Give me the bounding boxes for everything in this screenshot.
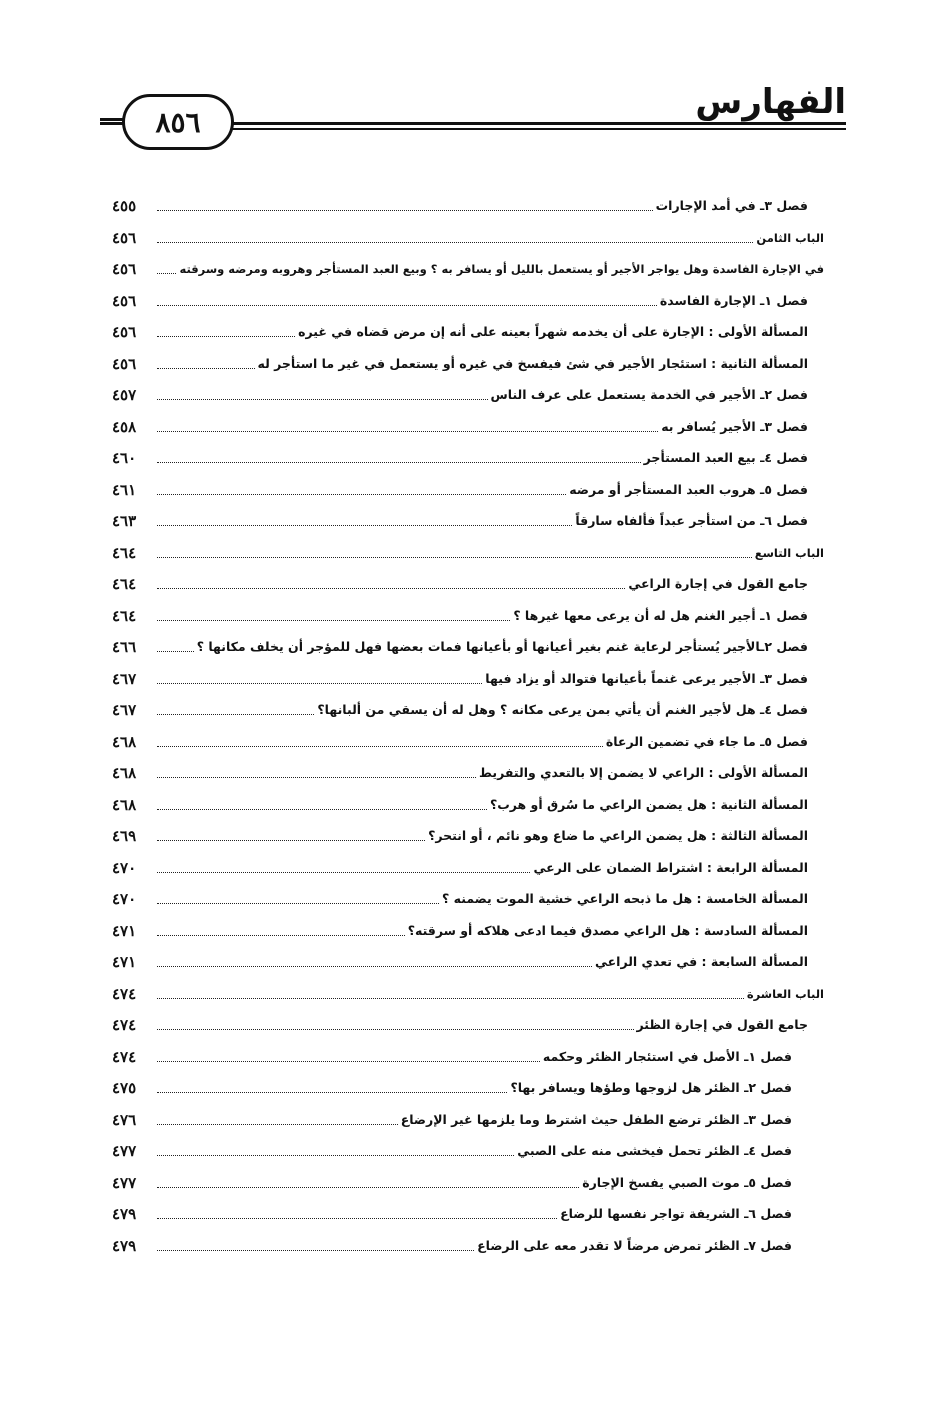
toc-entry (112, 721, 808, 751)
page-number: ٨٥٦ (155, 105, 201, 139)
toc-page-number: ٤٧١ (112, 953, 137, 971)
toc-entry (112, 815, 808, 845)
toc-entry-title: المسألة السادسة : هل الراعي مصدق فيما ادعى هلاكه أو سرقته؟ (407, 922, 808, 938)
dot-leader (157, 524, 572, 526)
dot-leader (157, 682, 482, 684)
toc-entry-title: الباب التاسع (754, 545, 824, 560)
toc-entry-title: فصل ٤ـ الظئر تحمل فيخشى منه على الصبي (517, 1143, 792, 1158)
toc-page-number: ٤٧٠ (112, 890, 137, 908)
toc-page-number: ٤٦٧ (112, 669, 137, 688)
toc-page-number: ٤٧٦ (112, 1110, 137, 1129)
toc-entry (112, 469, 808, 499)
toc-entry-title: جامع القول في إجارة الراعي (628, 576, 808, 591)
dot-leader (157, 1186, 579, 1188)
toc-entry (112, 658, 808, 688)
dot-leader (157, 1249, 474, 1251)
dot-leader (157, 808, 487, 810)
toc-entry (112, 406, 808, 436)
toc-entry-title: المسألة السابعة : في تعدي الراعي (594, 954, 808, 969)
dot-leader (157, 430, 658, 432)
toc-entry-title: فصل ١ـ الإجارة الفاسدة (659, 292, 808, 308)
toc-page-number: ٤٧٤ (112, 1016, 137, 1034)
toc-page-number: ٤٦٤ (112, 575, 137, 593)
dot-leader (157, 965, 592, 967)
toc-entry (112, 343, 808, 373)
toc-page-number: ٤٦٨ (112, 795, 137, 814)
running-title: الفهارس (685, 82, 846, 122)
toc-page-number: ٤٦٧ (112, 701, 137, 719)
toc-entry (112, 1162, 792, 1192)
toc-page-number: ٤٥٦ (112, 291, 137, 310)
toc-page-number: ٤٦٩ (112, 827, 137, 845)
dot-leader (157, 1154, 514, 1156)
toc-entry (112, 941, 808, 971)
toc-entry (112, 1225, 792, 1255)
toc-entry-title: فصل ٣ـ الظئر ترضع الطفل حيث اشترط وما يلزمها غير الإرضاع (400, 1111, 792, 1127)
toc-entry (112, 626, 808, 656)
toc-entry (112, 910, 808, 940)
toc-entry-title: فصل ٤ـ هل لأجير الغنم أن يأتي بمن يرعى مكانه ؟ وهل له أن يسقي من ألبانها؟ (317, 702, 808, 717)
toc-page-number: ٤٦١ (112, 480, 137, 499)
dot-leader (157, 461, 641, 463)
toc-entry (112, 1193, 792, 1223)
toc-page-number: ٤٥٦ (112, 228, 137, 247)
dot-leader (157, 1060, 540, 1062)
toc-entry-title: المسألة الرابعة : اشتراط الضمان على الرعي (533, 859, 808, 875)
toc-page-number: ٤٦٤ (112, 543, 137, 562)
toc-entry-title: فصل ٢ـ الأجير في الخدمة يستعمل على عرف الناس (490, 387, 808, 402)
toc-entry (112, 374, 808, 404)
toc-page-number: ٤٧٧ (112, 1173, 137, 1192)
toc-entry-title: فصل ٦ـ من استأجر عبداً فألفاه سارقاً (575, 513, 808, 528)
dot-leader (157, 241, 753, 243)
toc-entry-title: الباب العاشرة (746, 986, 824, 1001)
toc-page-number: ٤٧٧ (112, 1142, 137, 1160)
dot-leader (157, 1217, 557, 1219)
toc-entry-title: فصل ١ـ أجير الغنم هل له أن يرعى معها غيرها ؟ (513, 607, 808, 623)
toc-entry-title: الباب الثامن (756, 230, 824, 245)
page-header (100, 82, 846, 148)
toc-page-number: ٤٧٠ (112, 858, 137, 877)
toc-page-number: ٤٦٨ (112, 732, 137, 751)
toc-page-number: ٤٦٨ (112, 764, 137, 782)
toc-entry-title: فصل ٦ـ الشريفة تواجر نفسها للرضاع (560, 1206, 792, 1221)
dot-leader (157, 650, 194, 652)
toc-page-number: ٤٦٠ (112, 449, 137, 467)
toc-entry-title: في الإجارة الفاسدة وهل يواجر الأجير أو يستعمل بالليل أو يسافر به ؟ وبيع العبد المستأجر وهروبه ومرضه وسرقته (179, 262, 824, 276)
toc-entry-title: فصل ٢ـالأجير يُستأجر لرعاية غنم بغير أعيانها أو بأعيانها فمات بعضها فهل للمؤجر أن يخلف مكانها ؟ (196, 639, 808, 654)
toc-entry-title: فصل ٧ـ الظئر تمرض مرضاً لا تقدر معه على الرضاع (477, 1237, 792, 1253)
dot-leader (157, 587, 625, 589)
toc-entry-title: المسألة الأولى : الإجارة على أن يخدمه شهراً بعينه على أنه إن مرض قضاه في غيره (298, 324, 808, 339)
toc-entry (112, 784, 808, 814)
dot-leader (157, 934, 405, 936)
dot-leader (157, 619, 510, 621)
toc-page-number: ٤٧٩ (112, 1205, 137, 1223)
toc-entry (112, 1067, 792, 1097)
toc-page-number: ٤٦٣ (112, 512, 137, 530)
toc-page-number: ٤٥٦ (112, 323, 137, 341)
badge-tail (100, 118, 124, 121)
toc-entry-title: جامع القول في إجارة الظئر (636, 1017, 808, 1032)
toc-page-number: ٤٥٦ (112, 260, 137, 278)
toc-page-number: ٤٥٦ (112, 354, 137, 373)
toc-entry (112, 1099, 792, 1129)
toc-page-number: ٤٥٧ (112, 386, 137, 404)
toc-entry-title: فصل ٢ـ الظئر هل لزوجها وطؤها ويسافر بها؟ (510, 1080, 792, 1095)
dot-leader (157, 209, 653, 211)
toc-entry (112, 1004, 808, 1034)
dot-leader (157, 776, 476, 778)
toc-entry-title: فصل ٤ـ بيع العبد المستأجر (643, 450, 808, 465)
dot-leader (157, 871, 530, 873)
dot-leader (157, 398, 488, 400)
toc-page-number: ٤٥٥ (112, 197, 137, 215)
toc-page-number: ٤٧٤ (112, 1047, 137, 1066)
toc-entry-title: المسألة الثالثة : هل يضمن الراعي ما ضاع وهو نائم ، أو انتحر؟ (428, 828, 808, 843)
dot-leader (157, 745, 603, 747)
toc-page-number: ٤٧٩ (112, 1236, 137, 1255)
dot-leader (157, 1091, 507, 1093)
toc-entry-title: المسألة الثانية : استئجار الأجير في شئ فيفسخ في غيره أو يستعمل في غير ما استأجر له (257, 355, 808, 371)
dot-leader (157, 367, 255, 369)
toc-entry (112, 595, 808, 625)
toc-entry (112, 563, 808, 593)
toc-page-number: ٤٦٦ (112, 638, 137, 656)
toc-entry (112, 752, 808, 782)
dot-leader (157, 335, 295, 337)
toc-entry (112, 437, 808, 467)
toc-entry-title: المسألة الأولى : الراعي لا يضمن إلا بالتعدي والتفريط (479, 765, 808, 780)
dot-leader (157, 493, 566, 495)
dot-leader (157, 713, 314, 715)
toc-entry (112, 217, 824, 247)
toc-entry (112, 878, 808, 908)
toc-entry (112, 847, 808, 877)
toc-page-number: ٤٥٨ (112, 417, 137, 436)
toc-entry (112, 311, 808, 341)
toc-entry (112, 1036, 792, 1066)
toc-page-number: ٤٦٤ (112, 606, 137, 625)
dot-leader (157, 997, 744, 999)
dot-leader (157, 1028, 634, 1030)
toc-entry (112, 248, 824, 278)
toc-entry-title: فصل ٥ـ موت الصبي يفسخ الإجارة (582, 1174, 792, 1190)
toc-entry (112, 973, 824, 1003)
toc-entry (112, 1130, 792, 1160)
dot-leader (157, 556, 752, 558)
dot-leader (157, 304, 657, 306)
toc-entry-title: فصل ٥ـ ما جاء في تضمين الرعاة (605, 733, 808, 749)
toc-entry (112, 689, 808, 719)
toc-page-number: ٤٧١ (112, 921, 137, 940)
dot-leader (157, 839, 425, 841)
toc-entry (112, 280, 808, 310)
toc-entry (112, 500, 808, 530)
toc-entry-title: المسألة الثانية : هل يضمن الراعي ما سُرق أو هرب؟ (489, 796, 808, 812)
toc-entry-title: فصل ٣ـ الأجير يرعى غنماً بأعيانها فتوالد أو يزاد فيها (485, 670, 808, 686)
dot-leader (157, 272, 176, 274)
header-rule-thin (230, 128, 846, 130)
toc-page-number: ٤٧٤ (112, 984, 137, 1003)
toc-page-number: ٤٧٥ (112, 1079, 137, 1097)
toc-entry-title: المسألة الخامسة : هل ما ذبحه الراعي خشية الموت يضمنه ؟ (442, 891, 808, 906)
toc-entry-title: فصل ١ـ الأصل في استئجار الظئر وحكمه (542, 1048, 792, 1064)
toc-entry (112, 185, 808, 215)
page-number-badge (122, 94, 234, 150)
toc-entry-title: فصل ٣ـ في أمد الإجارات (655, 198, 808, 213)
toc-entry-title: فصل ٣ـ الأجير يُسافر به (661, 418, 808, 434)
toc-entry (112, 532, 824, 562)
toc-entry-title: فصل ٥ـ هروب العبد المستأجر أو مرضه (569, 481, 808, 497)
dot-leader (157, 1123, 398, 1125)
dot-leader (157, 902, 439, 904)
